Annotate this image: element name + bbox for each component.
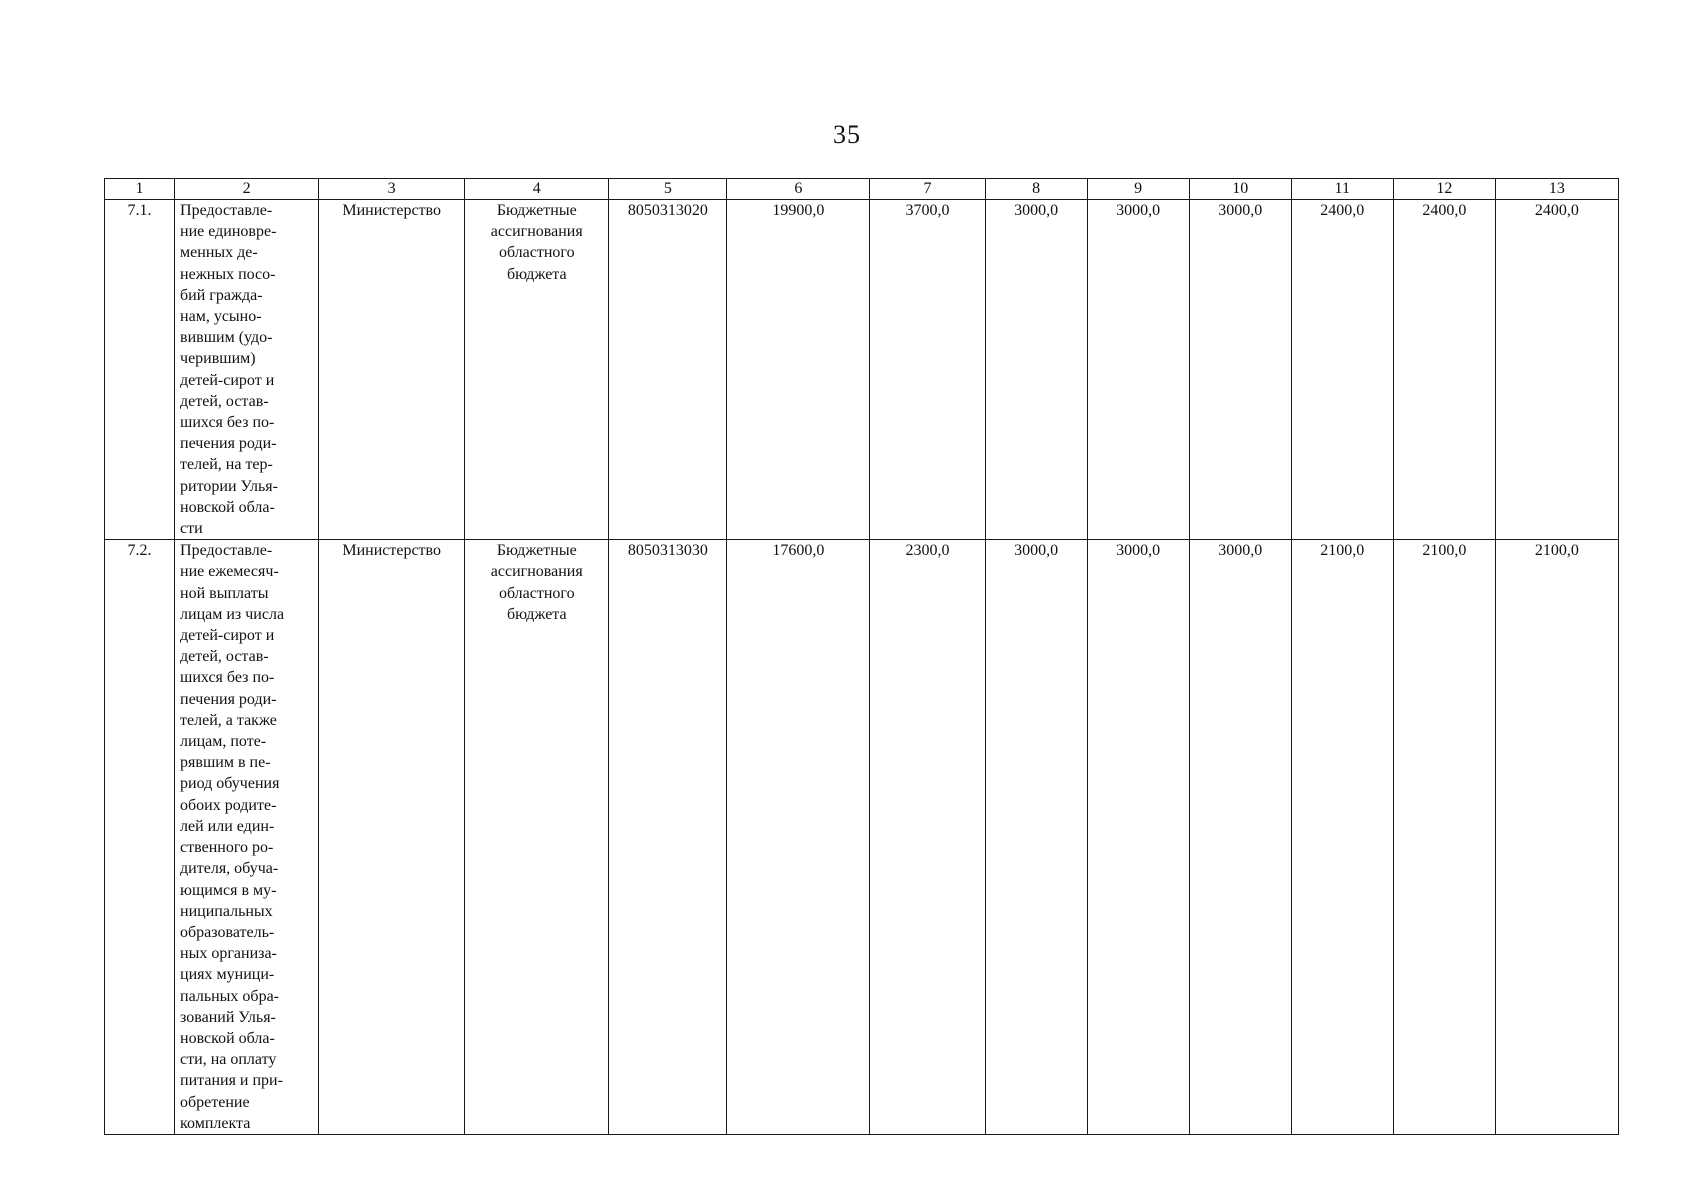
measure-name-line: лей или един- [180,817,275,835]
measure-name-line: вившим (удо- [180,329,273,347]
measure-name-line: ющимся в му- [180,881,277,899]
value-cell: 2400,0 [1393,200,1495,540]
measure-name-line: телей, на тер- [180,456,273,474]
measure-name [175,540,319,1135]
value-cell: 19900,0 [727,200,870,540]
value-cell: 2400,0 [1495,200,1618,540]
executor-cell: Министерство [319,540,465,1135]
column-header: 11 [1291,179,1393,200]
measure-name-line: бий гражда- [180,286,263,304]
measure-name-line: питания и при- [180,1072,283,1090]
measure-name-line: детей, остав- [180,648,269,666]
measure-name-line: нам, усыно- [180,308,262,326]
value-cell: 2400,0 [1291,200,1393,540]
measure-name-line: образователь- [180,923,275,941]
column-header: 1 [105,179,175,200]
column-header: 4 [465,179,609,200]
row-number: 7.2. [105,540,175,1135]
measure-name-line: новской обла- [180,498,275,516]
measure-name-line: лицам, поте- [180,733,267,751]
measure-name-line: дителя, обуча- [180,860,279,878]
value-cell: 2100,0 [1495,540,1618,1135]
measure-name-line: ственного ро- [180,839,274,857]
column-header: 2 [175,179,319,200]
budget-code-cell: 8050313020 [609,200,727,540]
measure-name-line: Предоставле- [180,542,273,560]
value-cell: 3000,0 [1189,540,1291,1135]
measure-name-line: пальных обра- [180,987,279,1005]
measure-name-line: рявшим в пе- [180,754,271,772]
measure-name-line: обретение [180,1093,250,1111]
measure-name-line: новской обла- [180,1029,275,1047]
measure-name-line: зований Улья- [180,1008,276,1026]
measure-name-line: ние ежемесяч- [180,563,279,581]
measure-name-line: обоих родите- [180,796,277,814]
measure-name-line: печения роди- [180,690,277,708]
value-cell: 3000,0 [1189,200,1291,540]
measure-name-line: детей-сирот и [180,371,275,389]
measure-name-line: шихся без по- [180,669,275,687]
table-row [105,200,1619,540]
table-row [105,540,1619,1135]
measure-name-line: Предоставле- [180,202,273,219]
value-cell: 17600,0 [727,540,870,1135]
column-header: 12 [1393,179,1495,200]
column-header: 3 [319,179,465,200]
measure-name-line: шихся без по- [180,414,275,432]
measure-name-line: ниципальных [180,902,273,920]
executor-cell: Министерство [319,200,465,540]
measure-name-line: печения роди- [180,435,277,453]
value-cell: 2300,0 [870,540,985,1135]
measure-name-line: ных организа- [180,945,277,963]
value-cell: 2100,0 [1393,540,1495,1135]
measure-name-line: комплекта [180,1114,251,1132]
measure-name-line: сти, на оплату [180,1051,277,1069]
measure-name-line: сти [180,520,203,538]
value-cell: 2100,0 [1291,540,1393,1135]
measure-name-line: риод обучения [180,775,280,793]
row-number: 7.1. [105,200,175,540]
funding-source-cell: Бюджетные ассигнования областного бюджета [465,200,609,540]
measure-name-line: детей, остав- [180,392,269,410]
measure-name-line: черившим) [180,350,256,368]
value-cell: 3700,0 [870,200,985,540]
column-header: 6 [727,179,870,200]
value-cell: 3000,0 [1087,200,1189,540]
measure-name-line: телей, а также [180,711,277,729]
column-header: 13 [1495,179,1618,200]
measure-name-line: циях муници- [180,966,275,984]
measure-name-line: ние единовре- [180,223,277,241]
budget-table [104,178,1619,1135]
column-header: 5 [609,179,727,200]
page-number: 35 [833,120,861,149]
value-cell: 3000,0 [985,540,1087,1135]
column-header: 9 [1087,179,1189,200]
column-header: 8 [985,179,1087,200]
measure-name-line: ной выплаты [180,584,269,602]
measure-name-line: детей-сирот и [180,627,275,645]
value-cell: 3000,0 [985,200,1087,540]
measure-name-line: менных де- [180,244,258,262]
measure-name [175,200,319,540]
measure-name-line: нежных посо- [180,265,276,283]
budget-code-cell: 8050313030 [609,540,727,1135]
column-header: 10 [1189,179,1291,200]
column-header: 7 [870,179,985,200]
measure-name-line: ритории Улья- [180,477,278,495]
header-row [105,179,1619,200]
value-cell: 3000,0 [1087,540,1189,1135]
funding-source-cell: Бюджетные ассигнования областного бюджета [465,540,609,1135]
measure-name-line: лицам из числа [180,605,285,623]
